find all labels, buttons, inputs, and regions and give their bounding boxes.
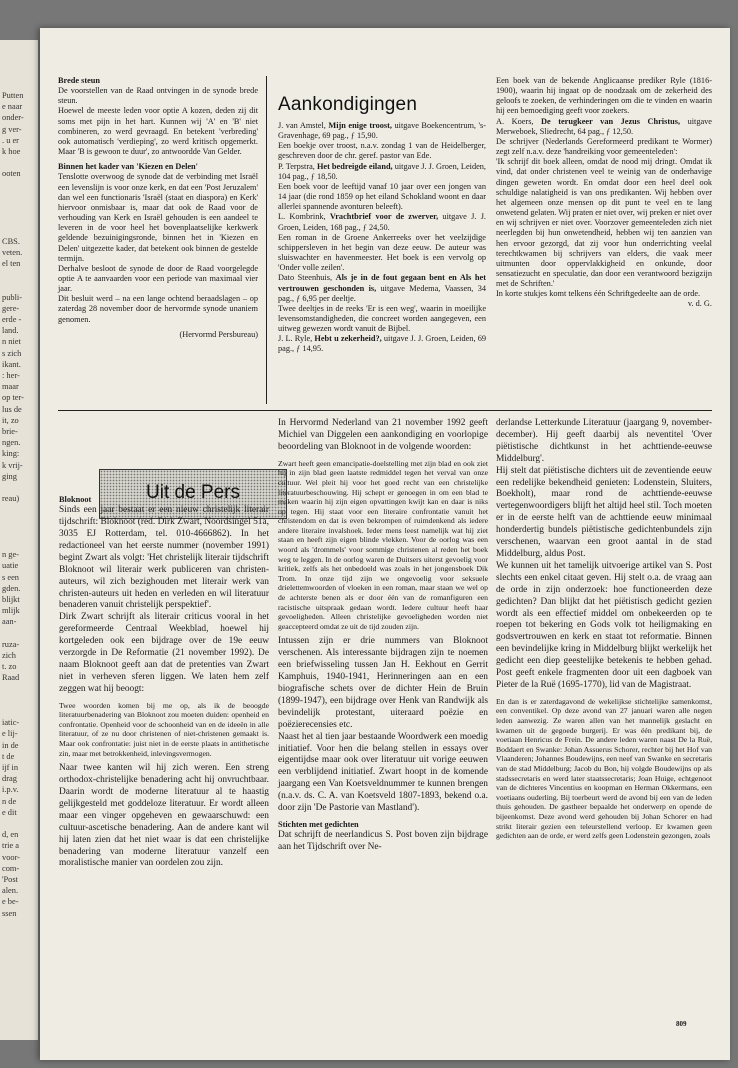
previous-page-fragment: d, en bbox=[2, 830, 19, 840]
kiezen-delen-heading: Binnen het kader van 'Kiezen en Delen' bbox=[58, 162, 198, 172]
previous-page-fragment: king: bbox=[2, 449, 20, 459]
bloknoot-heading: Bloknoot bbox=[59, 495, 92, 504]
previous-page-fragment: ijf in bbox=[2, 763, 19, 772]
brede-p1: De voorstellen van de Raad ontvingen in de synode brede steun. bbox=[58, 86, 258, 106]
previous-page-fragment: ikant. bbox=[2, 359, 21, 369]
announcement-text: Een roman in de Groene Ankerreeks over het veelzijdige schippersleven in het begin van deze eeuw. De auteur was sluiswachter en havenmeester. Het boek is een vervolg op 'Onder volle zeilen'. bbox=[278, 232, 486, 273]
magazine-page bbox=[40, 28, 730, 1060]
previous-page-fragment: brie- bbox=[2, 427, 18, 436]
announcement-title: Hebt u zekerheid?, bbox=[314, 334, 382, 344]
announcement-title: Als je in de fout gegaan bent en Als het vertrouwen geschonden is, bbox=[278, 273, 486, 293]
brede-steun-column bbox=[58, 76, 258, 340]
announcement-entry bbox=[278, 233, 486, 274]
announcement-title: Het bedreigde eiland, bbox=[316, 161, 393, 171]
previous-page-fragment: reau) bbox=[2, 494, 20, 504]
previous-page-fragment: ngen. bbox=[2, 438, 21, 448]
koers-publisher: uitgave Merweboek, Sliedrecht, 64 pag., ƒ 12,50. bbox=[496, 116, 712, 136]
koers-summary: In korte stukjes komt telkens één Schriftgedeelte aan de orde. bbox=[496, 289, 701, 299]
right-column bbox=[496, 418, 712, 841]
previous-page-fragment: e naar bbox=[2, 102, 23, 112]
koers-author: A. Koers, bbox=[496, 116, 542, 126]
previous-page-fragment: com- bbox=[2, 863, 20, 873]
previous-page-fragment: voor- bbox=[2, 852, 20, 862]
hn-quote: Zwart heeft geen emancipatie-doelstelling met zijn blad en ook ziet hij in zijn blad geen laatste redmiddel tegen het verval van onze cultuur. Wel pleit hij voor het goed recht van een christelijke literatuurbeschouwing. Hij schept er genoegen in om een blad te maken waarin hij zijn eigen opvattingen kwijt kan en daar is niks op tegen. Hij staat voor een literaire confrontatie vanuit het christendom en dat is even bekrompen of ruimdenkend als iedere andere literaire invalshoek. Ieder mens leest namelijk wat hij ziet staan en heeft zijn eigen blinde vlekken. Voor de oorlog was een woord als 'drommels' voor sommige christenen al reden het boek weg te leggen. In de oorlog waren de Duitsers uiterst gevoelig voor kritiek, zelfs als het onbedoeld was zoals in het jongensboek Dik Trom. In onze tijd zijn we ongevoelig voor seksuele drielettemwoorden of vloeken in een roman, maar staan we wel op de achterste benen als er door één van de romanfiguren een racistische uitspraak gedaan wordt. Iedere cultuur heeft haar gevoeligheden. Alleen christelijke gevoeligheden worden niet geaccepteerd omdat ze uit de tijd zouden zijn. bbox=[278, 458, 488, 631]
section-divider bbox=[58, 410, 712, 411]
announcement-text: Een boekje over troost, n.a.v. zondag 1 van de Heidelberger, geschreven door de chr. geref. pastor van Ede. bbox=[278, 141, 486, 161]
announcement-text: Dato Steenhuis, bbox=[278, 273, 336, 283]
previous-page-fragment: s zich bbox=[2, 348, 22, 358]
previous-page-fragment: ging bbox=[2, 471, 17, 481]
brede-p5: Dit besluit werd – na een lange ochtend beraadslagen – op zaterdag 28 november door de hervormde synode unaniem genomen. bbox=[58, 294, 258, 324]
previous-page-fragment: n de bbox=[2, 796, 17, 806]
previous-page-fragment: . u er bbox=[2, 135, 19, 145]
announcement-publisher: uitgave Boekencentrum, 's-Gravenhage, 69 pag., ƒ 15,90. bbox=[278, 121, 486, 141]
previous-page-fragment: s een bbox=[2, 572, 19, 582]
announcement-entry bbox=[278, 162, 486, 182]
announcement-text: J. van Amstel, bbox=[278, 121, 329, 130]
previous-page-fragment: op ter- bbox=[2, 393, 24, 403]
page-number: 809 bbox=[676, 1020, 687, 1028]
previous-page-fragment: n ge- bbox=[2, 550, 19, 560]
signature: v. d. G. bbox=[687, 299, 712, 309]
previous-page-fragment: publi- bbox=[2, 292, 23, 302]
koers-quote: 'Ik schrijf dit boek alleen, omdat de nood mij dringt. Omdat ik vind, dat onder christenen veel te weinig van de onderhavige dingen geweten wordt. En omdat door een heel deel ook schuldige nalatigheid is van ons predikanten. Wij hebben over het algemeen onze mensen op dit punt te veel en te lang onwetend gelaten. Wij praten er niet over, wij preken er niet over en wij schrijven er niet over. Voorzover gemeenteleden zich niet neerlegden bij hun onwetendheid, hebben wij ten aanzien van hen ervoor gezorgd, dat zij voor hun onderrichting veelal terechtkwamen bij schrijvers van elders, die vaak meer uitmunten door oppervlakkigheid en onkunde, door sensatiezucht en speculatie, dan door een verantwoord bezigzijn met de Schriften.' bbox=[496, 157, 712, 289]
middle-column bbox=[278, 418, 488, 854]
uit-de-pers-title: Uit de Pers bbox=[146, 482, 240, 503]
announcement-publisher: uitgave J. J. Groen, Leiden, 69 pag., ƒ 14,95. bbox=[278, 334, 487, 354]
announcement-entry bbox=[278, 121, 486, 141]
previous-page-fragment: aan- bbox=[2, 617, 17, 627]
announcement-entry bbox=[278, 141, 486, 161]
announcement-entry bbox=[278, 273, 486, 303]
announcement-text: P. Terpstra, bbox=[278, 161, 317, 171]
right-p3: We kunnen uit het tamelijk uitvoerige artikel van S. Post slechts een enkel citaat geven. Hij stelt o.a. de vraag aan de orde in zijn onderzoek: hoe functioneerden deze gedichten? Dan blijkt dat het piëtistisch gedicht gezien wordt als een effectief middel om onbekeerden op te roepen tot bekering en Gods volk tot heiligmaking en godsvertrouwen en kerk en staat tot reformatie. Binnen een bevindelijke kring in Middelburg blijkt werkelijk het gedicht een diep geestelijke betekenis te hebben gehad. Post geeft enkele fragmenten door uit een dagboek van Pieter de la Ruë (1695-1770), lid van de Magistraat. bbox=[496, 560, 712, 690]
previous-page-fragment: e dit bbox=[2, 807, 17, 817]
koers-title: De terugkeer van Jezus Christus, bbox=[541, 116, 681, 126]
previous-page-fragment: t de bbox=[2, 751, 15, 761]
previous-page-fragment: ssen bbox=[2, 908, 17, 918]
previous-page-fragment: blijkt bbox=[2, 595, 20, 604]
previous-page-fragment: ruza- bbox=[2, 639, 20, 649]
previous-page-fragment: mlijk bbox=[2, 606, 20, 616]
previous-page-fragment: el ten bbox=[2, 259, 21, 268]
uit-de-pers-column bbox=[59, 495, 269, 870]
bloknoot-p3: Naar twee kanten wil hij zich weren. Een streng orthodox-christelijke benadering acht hij onvruchtbaar. Daarin wordt de moderne literatuur al te haastig gelijkgesteld met goddeloze literatuur. Er wordt alleen maar een vinger opgeheven en gewaarschuwd: een cultuur-ascetische benadering. Aan de andere kant wil hij laten zien dat het niet waar is dat een christelijke benadering van moderne literatuur vanzelf een moralistische manier van oordelen zou zijn. bbox=[59, 763, 269, 869]
previous-page-fragment: zich bbox=[2, 651, 16, 660]
koers-entry bbox=[496, 117, 712, 137]
previous-page-fragment: gden. bbox=[2, 583, 21, 593]
announcement-publisher: uitgave J. J. Groen, Leiden, 104 pag., ƒ 18,50. bbox=[278, 161, 487, 181]
announcement-title: Vrachtbrief voor de zwerver, bbox=[329, 212, 439, 222]
previous-page-fragment: k hoe bbox=[2, 147, 21, 156]
previous-page-edge bbox=[0, 40, 38, 1040]
previous-page-fragment: lus de bbox=[2, 404, 22, 414]
announcement-publisher: uitgave Medema, Vaassen, 34 pag., ƒ 6,95 per deeltje. bbox=[278, 283, 487, 303]
previous-page-fragment: e lij- bbox=[2, 729, 18, 739]
ryle-description: Een boek van de bekende Anglicaanse prediker Ryle (1816-1900), waarin hij ingaat op de noodzaak om de zekerheid des geloofs te zoeken, de verhinderingen om die te vinden en waarin hij een bemoediging geeft voor zoekers. bbox=[496, 76, 712, 116]
previous-page-fragment: Raad bbox=[2, 673, 20, 683]
koers-description: De schrijver (Nederlands Gereformeerd predikant te Wormer) zegt zelf n.a.v. deze 'handreiking voor gemeenteleden': bbox=[496, 136, 712, 157]
previous-page-fragment: in de bbox=[2, 740, 19, 750]
previous-page-fragment: it, zo bbox=[2, 415, 19, 425]
previous-page-fragment: e be- bbox=[2, 897, 19, 907]
announcement-entry bbox=[278, 304, 486, 334]
previous-page-fragment: t. zo bbox=[2, 662, 17, 672]
previous-page-fragment: onder- bbox=[2, 113, 24, 123]
mid-p3: Naast het al tien jaar bestaande Woordwerk een moedig initiatief. Voor hen die belang stellen in essays over eigentijdse maar ook over literatuur uit vorige eeuwen een verblijdend initiatief. Zwart hoopt in de komende jaargang een Van Koetsveldnummer te kunnen brengen (n.a.v. ds. C. A. van Koetsveld 1807-1893, bekend o.a. door zijn 'De Pastorie van Mastland'). bbox=[278, 731, 488, 814]
aankondigingen-continued bbox=[496, 76, 712, 310]
brede-p4: Derhalve besloot de synode de door de Raad voorgelegde optie A te aanvaarden voor een periode van maximaal vier jaar. bbox=[58, 263, 258, 294]
brede-p3: Tenslotte overwoog de synode dat de verbinding met Israël een levenslijn is voor onze kerk, en dat een 'Post Jeruzalem' dan wel een functionaris 'Israël (staat en diaspora) en Kerk' hiervoor onmisbaar is, maar dat ook de Raad voor de verhouding van Kerk en Israël gehouden is een aandeel te leveren in de voor heel het bovenplaatselijke kerkwerk geldende bezuinigingsronde, binnen het in 'Kiezen en Delen' uitgezette kader, dat betekent ook binnen de gestelde termijn. bbox=[58, 172, 258, 263]
dagboek-quote: En dan is er zaterdagavond de wekelijkse stichtelijke samenkomst, een conventikel. Op deze avond van 27 januari waren alle negen leden aanwezig. Ze waren allen van het mannelijk geslacht en kwamen uit de gegoede burgerij. Er was één predikant bij, de voetiaan Henricus de Frein. De andere leden waren naast De la Ruë, Boddaert en Swanke: Johan Assuerus Schorer, rechter bij het Hof van Vlaanderen; Johannes Boudewijns, een neef van Swanke en secretaris van de stad Middelburg; Jacob du Bon, hij volgde Boudewijns op als stadssecretaris en werd later staatssecretaris; Joan Huige, echtgenoot van de dichteres Vincentius en koopman en Herman Okkermans, een voetiaans ouderling. Bij toerbeurt werd de avond bij een van de leden thuis gehouden. De gastheer bepaalde het onderwerp en opende de bijeenkomst. Deze avond werd gehouden bij Johan Schorer en had strikt literair gezien een teleurstellend verloop. Er kwamen geen gedichten aan de orde, er werd zelfs geen Lodenstein gezongen, zoals bbox=[496, 696, 712, 841]
right-p2: Hij stelt dat piëtistische dichters uit de zeventiende eeuw een redelijke bekendheid genieten: Lodenstein, Sluiters, Boekholt), maar rond de achttiende-eeuwse vertegenwoordigers blijft het altijd heel stil. Toch moeten er in de eerste helft van de achttiende eeuw minimaal honderdertig bundels piëtistische gedichtenbundels zijn verschenen, waarvan een groot aantal in de stad Middelburg, aldus Post. bbox=[496, 465, 712, 559]
previous-page-fragment: Putten bbox=[2, 91, 24, 100]
previous-page-fragment: maar bbox=[2, 382, 19, 392]
previous-page-fragment: iatic- bbox=[2, 718, 20, 728]
previous-page-fragment: 'Post bbox=[2, 875, 18, 884]
stichten-heading: Stichten met gedichten bbox=[278, 820, 359, 829]
previous-page-fragment: CBS. bbox=[2, 236, 20, 246]
announcement-entry bbox=[278, 334, 486, 354]
announcement-title: Mijn enige troost, bbox=[328, 121, 392, 130]
bloknoot-quote: Twee woorden komen bij me op, als ik de beoogde literatuurbenadering van Bloknoot zou moeten duiden: openheid en confrontatie. Openheid voor de schoonheid van en de ideeën in alle literatuur, of ze nu door christenen of niet-christenen gemaakt is. Maar ook confrontatie: juist niet in de eerste plaats in antithetische zin, maar met betrokkenheid, inlevingsvermogen. bbox=[59, 700, 269, 758]
bloknoot-p2: Dirk Zwart schrijft als literair criticus vooral in het gereformeerde Centraal Weekblad, hoewel hij kortgeleden ook een bijdrage over de 19e eeuw verzorgde in De Reformatie (21 november 1992). De naam Bloknoot geeft aan dat de pretenties van Zwart niet in verheven sferen liggen. We laten hem zelf zeggen wat hij beoogt: bbox=[59, 612, 269, 694]
announcement-publisher: uitgave J. J. Groen, Leiden, 168 pag., ƒ 24,50. bbox=[278, 212, 486, 232]
previous-page-fragment: : her- bbox=[2, 371, 20, 380]
previous-page-fragment: k vrij- bbox=[2, 460, 23, 470]
aankondigingen-title: Aankondigingen bbox=[278, 94, 418, 115]
hn-intro: In Hervormd Nederland van 21 november 1992 geeft Michiel van Diggelen een aankondiging en voorlopige beoordeling van Bloknoot in de volgende woorden: bbox=[278, 418, 488, 452]
aankondigingen-list bbox=[278, 121, 486, 355]
announcement-text: L. Kombrink, bbox=[278, 212, 330, 222]
previous-page-fragment: g ver- bbox=[2, 124, 22, 134]
stichten-p1: Dat schrijft de neerlandicus S. Post boven zijn bijdrage aan het Tijdschrift over Ne- bbox=[278, 830, 488, 853]
previous-page-fragment: i.p.v. bbox=[2, 785, 19, 795]
announcement-entry bbox=[278, 182, 486, 212]
previous-page-fragment: land. bbox=[2, 326, 19, 336]
previous-page-fragment: erde - bbox=[2, 315, 22, 324]
persbureau-credit: (Hervormd Persbureau) bbox=[179, 329, 258, 339]
previous-page-fragment: n niet bbox=[2, 337, 21, 347]
previous-page-fragment: alen. bbox=[2, 886, 19, 896]
previous-page-fragment: uatie bbox=[2, 561, 19, 571]
announcement-text: J. L. Ryle, bbox=[278, 334, 315, 344]
previous-page-fragment: drag bbox=[2, 774, 17, 784]
previous-page-fragment: ooten bbox=[2, 169, 21, 179]
right-p1: derlandse Letterkunde Literatuur (jaargang 9, november-december). Hij geeft daarbij als neventitel 'Over piëtistische dichtkunst in het achttiende-eeuwse Middelburg'. bbox=[496, 418, 712, 464]
announcement-text: Twee deeltjes in de reeks 'Er is een weg', waarin in moeilijke levensomstandigheden, die concreet worden aangegeven, een uitweg gewezen wordt vanuit de Bijbel. bbox=[278, 303, 486, 334]
announcement-text: Een boek voor de leeftijd vanaf 10 jaar over een jongen van 14 jaar (die rond 1859 op het eiland Schokland woont en daar allerlei spannende avonturen beleeft). bbox=[278, 181, 486, 212]
mid-p2: Intussen zijn er drie nummers van Bloknoot verschenen. Als interessante bijdragen zijn te noemen een briefwisseling tussen Jan H. Eekhout en Gerrit Kamphuis, 1940-1941, Herinneringen aan en een biografische schets over de dichter Hein de Bruin (1899-1947), een bijdrage over Henk van Randwijk als bevindelijk protestant, uiteraard poëzie en poëzierecensies etc. bbox=[278, 636, 488, 730]
previous-page-fragment: trie a bbox=[2, 841, 19, 851]
brede-steun-heading: Brede steun bbox=[58, 76, 101, 85]
previous-page-fragment: veten. bbox=[2, 247, 23, 257]
previous-page-fragment: gere- bbox=[2, 303, 20, 313]
announcement-entry bbox=[278, 212, 486, 232]
bloknoot-p1: Sinds een jaar bestaat er een nieuw christelijk literair tijdschrift: Bloknoot (red. Dirk Zwart, Noordsingel 51a, 3035 EJ Rotterdam, tel. 010-4666862). In het redactioneel van het eerste nummer (november 1991) begint Zwart als volgt: 'Het christelijk literair tijdschrift Bloknoot wil literair werk publiceren van christen-auteurs, wil zich bezighouden met literair werk van christen-auteurs uit heden en verleden en wil literatuur benaderen vanuit christelijk perspektief'. bbox=[59, 505, 269, 611]
brede-p2: Hoewel de meeste leden voor optie A kozen, deden zij dit soms met pijn in het hart. Kunnen wij 'A' en 'B' niet combineren, zo werd gevraagd. En betekent 'verbreding' ook automatisch 'verdieping', zo werd kritisch opgemerkt. Maar 'B is gewoon te duur', zo antwoordde Van Gelder. bbox=[58, 106, 258, 157]
column-rule bbox=[266, 76, 267, 404]
